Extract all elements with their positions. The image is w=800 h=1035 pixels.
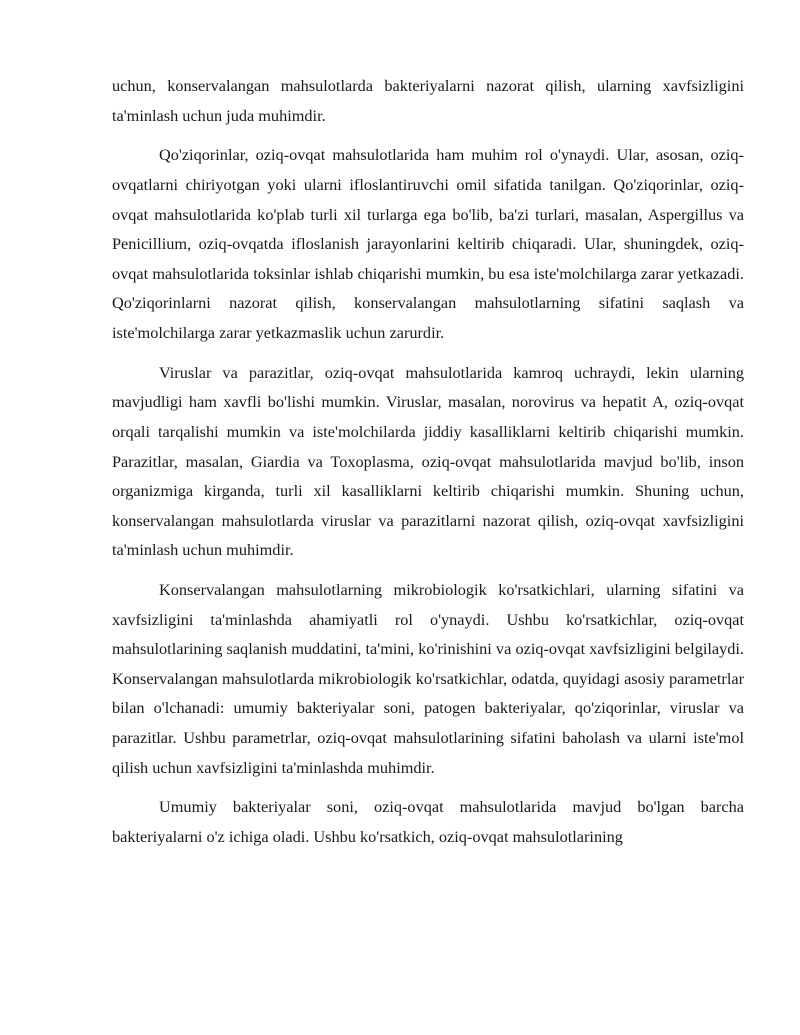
paragraph-total-bacteria: Umumiy bakteriyalar soni, oziq-ovqat mahsulotlarida mavjud bo'lgan barcha bakteriyalarni o'z ichiga oladi. Ushbu ko'rsatkich, oziq-ovqat mahsulotlarining (112, 797, 744, 846)
document-page (112, 71, 744, 862)
paragraph-microbiological-indicators: Konservalangan mahsulotlarning mikrobiologik ko'rsatkichlari, ularning sifatini va xavfsizligini ta'minlashda ahamiyatli rol o'ynaydi. Ushbu ko'rsatkichlar, oziq-ovqat mahsulotlarining saqlanish muddatini, ta'mini, ko'rinishini va oziq-ovqat xavfsizligini belgilaydi. Konservalangan mahsulotlarda mikrobiologik ko'rsatkichlar, odatda, quyidagi asosiy parametrlar bilan o'lchanadi: umumiy bakteriyalar soni, patogen bakteriyalar, qo'ziqorinlar, viruslar va parazitlar. Ushbu parametrlar, oziq-ovqat mahsulotlarining sifatini baholash va ularni iste'mol qilish uchun xavfsizligini ta'minlashda muhimdir. (112, 580, 744, 777)
paragraph-fungi: Qo'ziqorinlar, oziq-ovqat mahsulotlarida ham muhim rol o'ynaydi. Ular, asosan, oziq-ovqatlarni chiriyotgan yoki ularni ifloslantiruvchi omil sifatida tanilgan. Qo'ziqorinlar, oziq-ovqat mahsulotlarida ko'plab turli xil turlarga ega bo'lib, ba'zi turlari, masalan, Aspergillus va Penicillium, oziq-ovqatda ifloslanish jarayonlarini keltirib chiqaradi. Ular, shuningdek, oziq-ovqat mahsulotlarida toksinlar ishlab chiqarishi mumkin, bu esa iste'molchilarga zarar yetkazadi. Qo'ziqorinlarni nazorat qilish, konservalangan mahsulotlarning sifatini saqlash va iste'molchilarga zarar yetkazmaslik uchun zarurdir. (112, 145, 744, 342)
paragraph-continuation: uchun, konservalangan mahsulotlarda bakteriyalarni nazorat qilish, ularning xavfsizligini ta'minlash uchun juda muhimdir. (112, 76, 744, 125)
paragraph-viruses-parasites: Viruslar va parazitlar, oziq-ovqat mahsulotlarida kamroq uchraydi, lekin ularning mavjudligi ham xavfli bo'lishi mumkin. Viruslar, masalan, norovirus va hepatit A, oziq-ovqat orqali tarqalishi mumkin va iste'molchilarda jiddiy kasalliklarni keltirib chiqarishi mumkin. Parazitlar, masalan, Giardia va Toxoplasma, oziq-ovqat mahsulotlarida mavjud bo'lib, inson organizmiga kirganda, turli xil kasalliklarni keltirib chiqarishi mumkin. Shuning uchun, konservalangan mahsulotlarda viruslar va parazitlarni nazorat qilish, oziq-ovqat xavfsizligini ta'minlash uchun muhimdir. (112, 362, 744, 560)
